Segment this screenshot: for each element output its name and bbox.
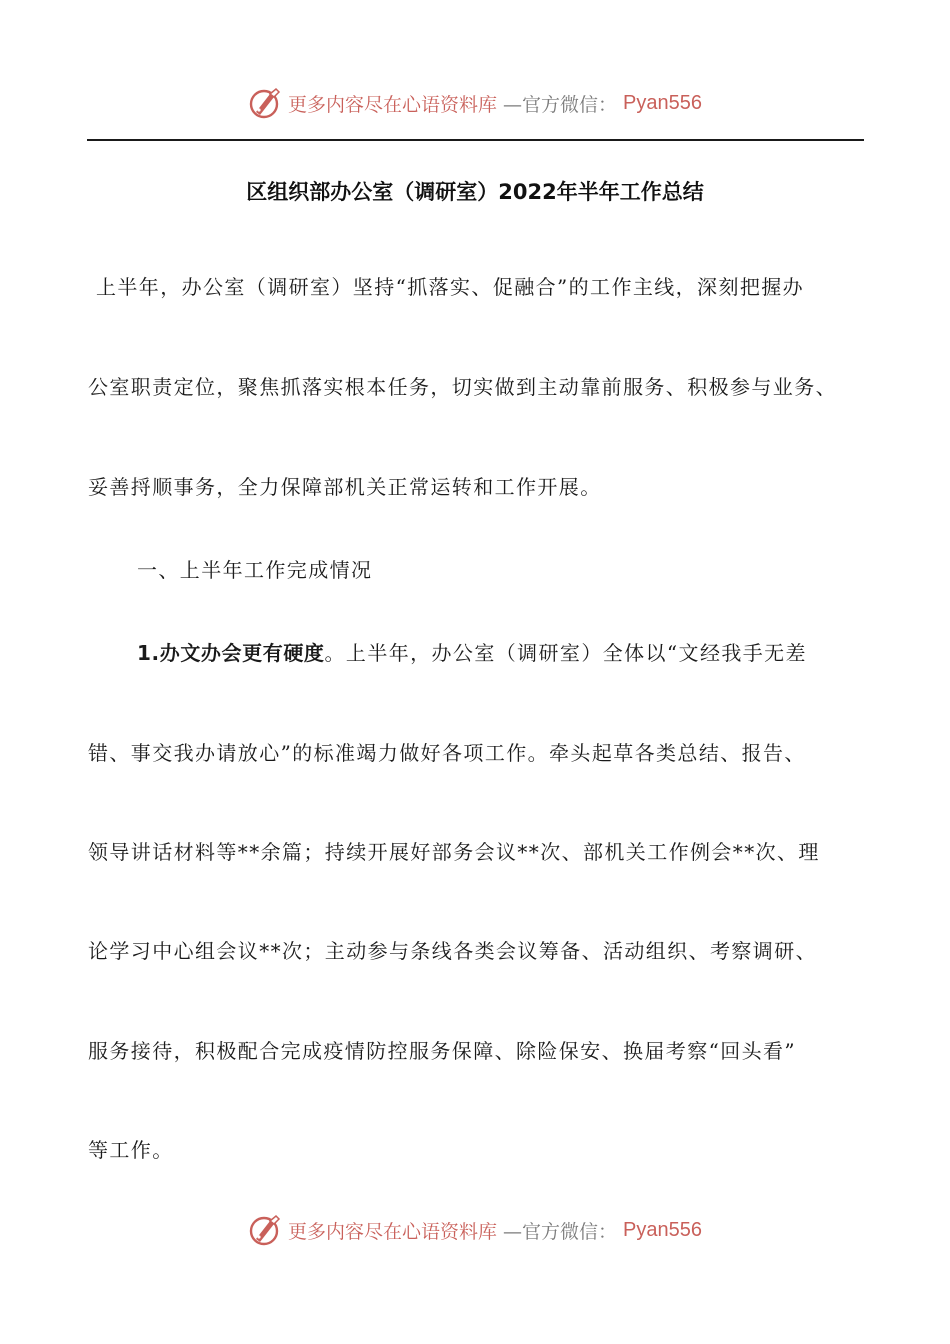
footer-banner <box>0 1210 950 1250</box>
banner-wechat-id: Pyan556 <box>623 1218 702 1241</box>
header-divider <box>87 139 864 141</box>
paragraph-line: 等工作。 <box>88 1138 174 1162</box>
pen-circle-logo-icon <box>248 86 282 120</box>
header-banner <box>0 83 950 123</box>
paragraph-line: 公室职责定位，聚焦抓落实根本任务，切实做到主动靠前服务、积极参与业务、 <box>88 375 837 399</box>
section-heading: 一、上半年工作完成情况 <box>137 558 373 582</box>
banner-main-text: 更多内容尽在心语资料库 <box>288 1220 498 1243</box>
paragraph-line: 领导讲话材料等**余篇；持续开展好部务会议**次、部机关工作例会**次、理 <box>88 840 820 864</box>
paragraph-line: 服务接待，积极配合完成疫情防控服务保障、除险保安、换届考察“回头看” <box>88 1039 797 1063</box>
banner-wechat-id: Pyan556 <box>623 91 702 114</box>
banner-sub-text: —官方微信： <box>503 1220 618 1243</box>
banner-sub-text: —官方微信： <box>503 93 618 116</box>
item-lead-rest: 。上半年，办公室（调研室）全体以“文经我手无差 <box>324 641 807 665</box>
document-title: 区组织部办公室（调研室）2022年半年工作总结 <box>246 180 704 204</box>
paragraph-line: 上半年，办公室（调研室）坚持“抓落实、促融合”的工作主线，深刻把握办 <box>96 275 805 299</box>
paragraph-line: 妥善捋顺事务，全力保障部机关正常运转和工作开展。 <box>88 475 602 499</box>
paragraph-line: 错、事交我办请放心”的标准竭力做好各项工作。牵头起草各类总结、报告、 <box>88 741 806 765</box>
pen-circle-logo-icon <box>248 1213 282 1247</box>
item-line <box>137 639 917 667</box>
banner-main-text: 更多内容尽在心语资料库 <box>288 93 498 116</box>
item-lead-bold: 1.办文办会更有硬度 <box>137 641 325 665</box>
paragraph-line: 论学习中心组会议**次；主动参与条线各类会议筹备、活动组织、考察调研、 <box>88 939 817 963</box>
